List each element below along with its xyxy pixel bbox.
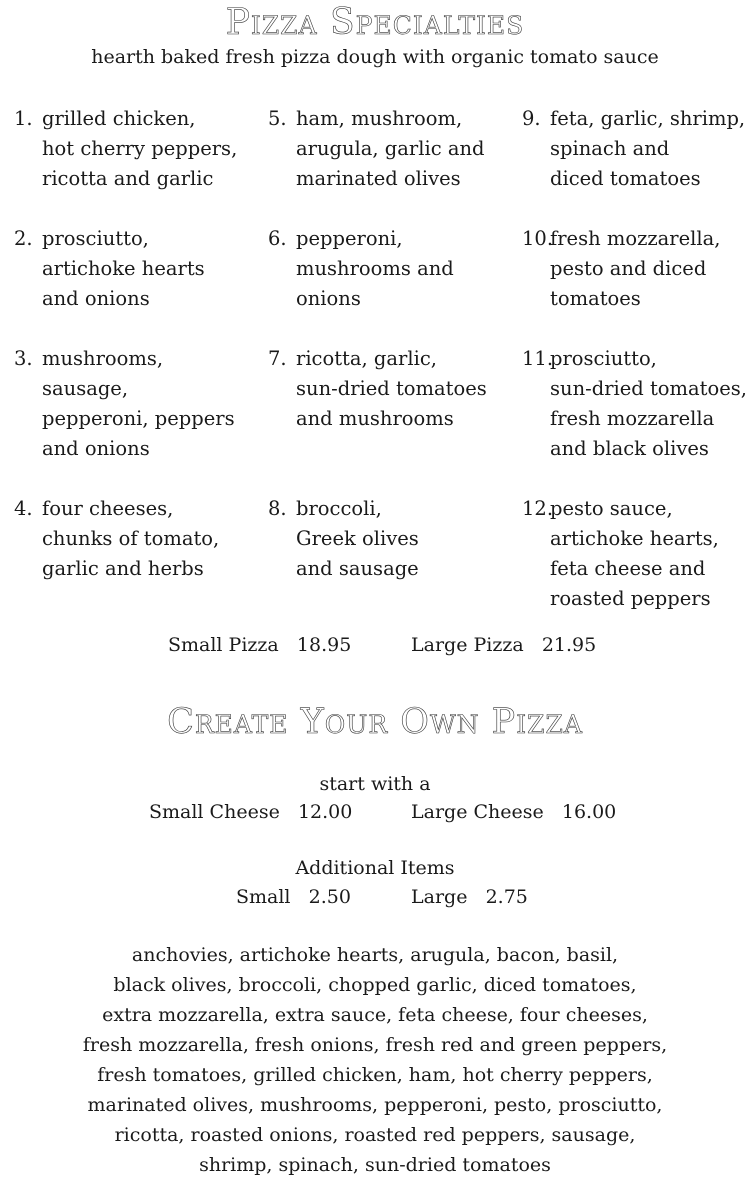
item-line: sun-dried tomatoes, — [550, 377, 747, 400]
item-number: 1. — [14, 107, 33, 130]
item-line: marinated olives — [296, 167, 461, 190]
toppings-line: fresh tomatoes, grilled chicken, ham, hot cherry peppers, — [97, 1064, 653, 1086]
item-number: 11. — [522, 347, 554, 370]
large-pizza-price: Large Pizza 21.95 — [411, 634, 597, 656]
item-line: grilled chicken, — [42, 107, 196, 130]
item-line: ricotta and garlic — [42, 167, 214, 190]
item-number: 6. — [268, 227, 287, 250]
item-line: fresh mozzarella, — [550, 227, 721, 250]
item-line: artichoke hearts — [42, 257, 205, 280]
item-line: roasted peppers — [550, 587, 711, 610]
item-line: feta, garlic, shrimp, — [550, 107, 746, 130]
toppings-list — [0, 940, 750, 1180]
item-line: prosciutto, — [42, 227, 149, 250]
specialties-subtitle: hearth baked fresh pizza dough with organic tomato sauce — [91, 46, 659, 68]
create-title: Create Your Own Pizza — [167, 702, 583, 742]
item-line: mushrooms, — [42, 347, 164, 370]
create-intro: start with a — [319, 773, 431, 795]
item-line: fresh mozzarella — [550, 407, 715, 430]
toppings-line: fresh mozzarella, fresh onions, fresh red and green peppers, — [82, 1034, 668, 1056]
item-line: pepperoni, peppers — [42, 407, 235, 430]
item-line: and onions — [42, 287, 150, 310]
item-number: 10. — [522, 227, 554, 250]
additional-small-price: Small 2.50 — [236, 886, 351, 908]
large-cheese-price: Large Cheese 16.00 — [411, 801, 617, 823]
item-line: prosciutto, — [550, 347, 657, 370]
item-line: garlic and herbs — [42, 557, 204, 580]
item-number: 8. — [268, 497, 287, 520]
item-line: ricotta, garlic, — [296, 347, 437, 370]
item-line: tomatoes — [550, 287, 641, 310]
toppings-line: ricotta, roasted onions, roasted red peppers, sausage, — [114, 1124, 636, 1146]
item-line: chunks of tomato, — [42, 527, 220, 550]
item-line: feta cheese and — [550, 557, 706, 580]
toppings-line: marinated olives, mushrooms, pepperoni, pesto, prosciutto, — [87, 1094, 663, 1116]
item-line: and black olives — [550, 437, 709, 460]
small-cheese-price: Small Cheese 12.00 — [149, 801, 353, 823]
item-line: and onions — [42, 437, 150, 460]
item-line: sun-dried tomatoes — [296, 377, 487, 400]
additional-items-title: Additional Items — [295, 857, 455, 879]
item-line: artichoke hearts, — [550, 527, 719, 550]
toppings-line: shrimp, spinach, sun-dried tomatoes — [199, 1154, 551, 1176]
item-line: broccoli, — [296, 497, 382, 520]
item-line: diced tomatoes — [550, 167, 701, 190]
item-line: ham, mushroom, — [296, 107, 463, 130]
item-number: 4. — [14, 497, 33, 520]
item-line: arugula, garlic and — [296, 137, 485, 160]
item-line: onions — [296, 287, 361, 310]
item-number: 12. — [522, 497, 554, 520]
toppings-line: extra mozzarella, extra sauce, feta cheese, four cheeses, — [102, 1004, 648, 1026]
toppings-line: anchovies, artichoke hearts, arugula, bacon, basil, — [131, 944, 619, 966]
item-number: 7. — [268, 347, 287, 370]
item-number: 2. — [14, 227, 33, 250]
additional-large-price: Large 2.75 — [411, 886, 528, 908]
item-line: four cheeses, — [42, 497, 174, 520]
toppings-line: black olives, broccoli, chopped garlic, diced tomatoes, — [113, 974, 637, 996]
item-line: sausage, — [42, 377, 129, 400]
item-line: and mushrooms — [296, 407, 454, 430]
item-line: and sausage — [296, 557, 419, 580]
small-pizza-price: Small Pizza 18.95 — [168, 634, 352, 656]
item-line: pepperoni, — [296, 227, 403, 250]
item-number: 3. — [14, 347, 33, 370]
specialties-title: Pizza Specialties — [225, 2, 525, 43]
item-number: 5. — [268, 107, 287, 130]
item-line: hot cherry peppers, — [42, 137, 238, 160]
item-line: Greek olives — [296, 527, 419, 550]
item-line: spinach and — [550, 137, 670, 160]
item-line: pesto and diced — [550, 257, 707, 280]
item-line: mushrooms and — [296, 257, 454, 280]
item-line: pesto sauce, — [550, 497, 673, 520]
item-number: 9. — [522, 107, 541, 130]
